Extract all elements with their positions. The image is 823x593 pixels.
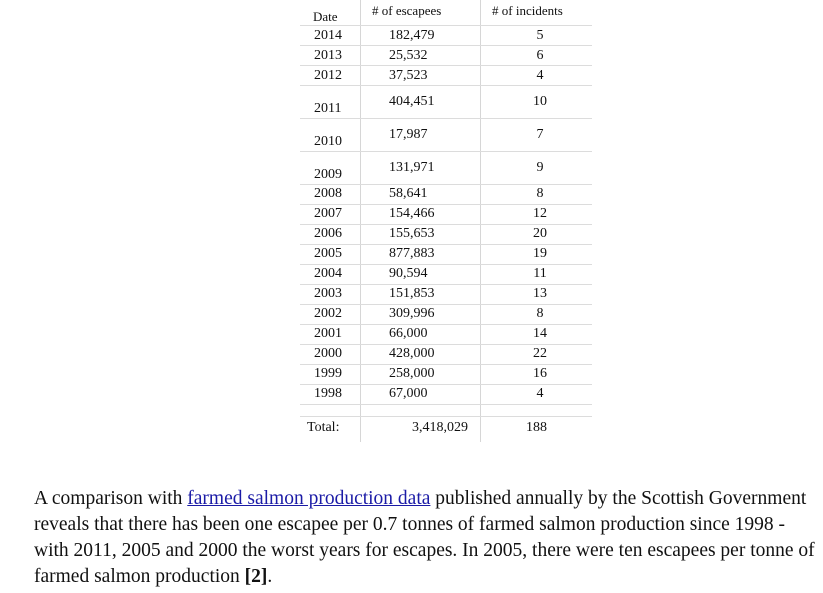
escapees-cell: 17,987 bbox=[389, 127, 428, 142]
escapees-cell: 151,853 bbox=[389, 286, 435, 301]
incidents-cell: 8 bbox=[536, 186, 544, 201]
escapees-cell: 155,653 bbox=[389, 226, 435, 241]
row-divider bbox=[300, 65, 592, 66]
incidents-cell: 5 bbox=[536, 28, 544, 43]
paragraph-end: . bbox=[267, 566, 273, 587]
escapees-cell: 131,971 bbox=[389, 160, 435, 175]
incidents-cell: 9 bbox=[536, 160, 544, 175]
incidents-cell: 22 bbox=[533, 346, 547, 361]
header-incidents: # of incidents bbox=[492, 3, 563, 18]
incidents-cell: 4 bbox=[536, 68, 544, 83]
year-cell: 2006 bbox=[314, 226, 342, 241]
year-cell: 2003 bbox=[314, 286, 342, 301]
row-divider bbox=[300, 324, 592, 325]
year-cell: 2002 bbox=[314, 306, 342, 321]
incidents-cell: 7 bbox=[536, 127, 544, 142]
total-escapees: 3,418,029 bbox=[412, 420, 468, 435]
row-divider bbox=[300, 284, 592, 285]
incidents-cell: 6 bbox=[536, 48, 544, 63]
escapees-cell: 182,479 bbox=[389, 28, 435, 43]
escapees-cell: 154,466 bbox=[389, 206, 435, 221]
row-divider bbox=[300, 204, 592, 205]
row-divider bbox=[300, 364, 592, 365]
incidents-cell: 11 bbox=[533, 266, 547, 281]
row-divider bbox=[300, 151, 592, 152]
escapees-cell: 309,996 bbox=[389, 306, 435, 321]
escapes-table bbox=[300, 0, 592, 442]
row-divider bbox=[300, 304, 592, 305]
incidents-cell: 20 bbox=[533, 226, 547, 241]
year-cell: 2004 bbox=[314, 266, 342, 281]
summary-paragraph bbox=[34, 486, 819, 590]
year-cell: 2007 bbox=[314, 206, 342, 221]
incidents-cell: 16 bbox=[533, 366, 547, 381]
row-divider bbox=[300, 45, 592, 46]
escapees-cell: 25,532 bbox=[389, 48, 428, 63]
escapees-cell: 90,594 bbox=[389, 266, 428, 281]
reference-marker[interactable]: [2] bbox=[244, 566, 268, 587]
escapees-cell: 258,000 bbox=[389, 366, 435, 381]
total-incidents: 188 bbox=[526, 420, 547, 435]
header-escapees: # of escapees bbox=[372, 3, 442, 18]
year-cell: 1998 bbox=[314, 386, 342, 401]
row-divider bbox=[300, 224, 592, 225]
production-data-link[interactable]: farmed salmon production data bbox=[187, 488, 431, 509]
row-divider bbox=[300, 118, 592, 119]
incidents-cell: 19 bbox=[533, 246, 547, 261]
escapees-cell: 58,641 bbox=[389, 186, 428, 201]
year-cell: 2013 bbox=[314, 48, 342, 63]
incidents-cell: 8 bbox=[536, 306, 544, 321]
row-divider bbox=[300, 416, 592, 417]
incidents-cell: 12 bbox=[533, 206, 547, 221]
year-cell: 2014 bbox=[314, 28, 342, 43]
row-divider bbox=[300, 264, 592, 265]
year-cell: 2010 bbox=[314, 134, 342, 149]
year-cell: 1999 bbox=[314, 366, 342, 381]
incidents-cell: 13 bbox=[533, 286, 547, 301]
paragraph-body: published annually by the Scottish Government reveals that there has been one escapee per 0.7 tonnes of farmed salmon production since 1998 - with 2011, 2005 and 2000 the worst years for escapes. In 2005, there were ten escapees per tonne of farmed salmon production bbox=[34, 488, 815, 587]
year-cell: 2001 bbox=[314, 326, 342, 341]
escapees-cell: 404,451 bbox=[389, 94, 435, 109]
year-cell: 2012 bbox=[314, 68, 342, 83]
column-divider bbox=[360, 0, 361, 442]
year-cell: 2005 bbox=[314, 246, 342, 261]
row-divider bbox=[300, 384, 592, 385]
year-cell: 2008 bbox=[314, 186, 342, 201]
row-divider bbox=[300, 184, 592, 185]
header-date: Date bbox=[313, 9, 338, 24]
paragraph-intro: A comparison with bbox=[34, 488, 188, 509]
escapees-cell: 37,523 bbox=[389, 68, 428, 83]
row-divider bbox=[300, 244, 592, 245]
year-cell: 2009 bbox=[314, 167, 342, 182]
row-divider bbox=[300, 404, 592, 405]
escapees-cell: 877,883 bbox=[389, 246, 435, 261]
incidents-cell: 4 bbox=[536, 386, 544, 401]
escapees-cell: 67,000 bbox=[389, 386, 428, 401]
escapees-cell: 66,000 bbox=[389, 326, 428, 341]
total-label: Total: bbox=[307, 420, 340, 435]
incidents-cell: 14 bbox=[533, 326, 547, 341]
escapees-cell: 428,000 bbox=[389, 346, 435, 361]
row-divider bbox=[300, 25, 592, 26]
row-divider bbox=[300, 344, 592, 345]
year-cell: 2000 bbox=[314, 346, 342, 361]
year-cell: 2011 bbox=[314, 101, 342, 116]
row-divider bbox=[300, 85, 592, 86]
incidents-cell: 10 bbox=[533, 94, 547, 109]
